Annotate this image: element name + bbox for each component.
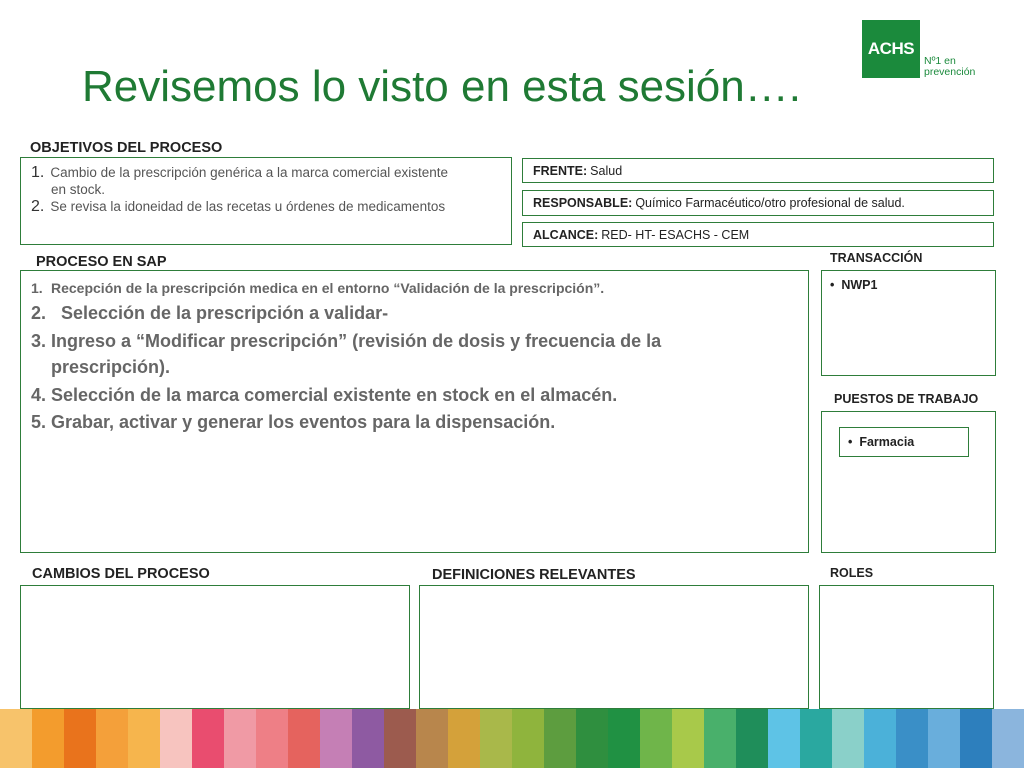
definiciones-box: [419, 585, 809, 709]
frente-field: FRENTE: Salud: [522, 158, 994, 183]
color-stripe: [0, 709, 32, 768]
objetivos-list: [31, 164, 501, 215]
color-stripe: [800, 709, 832, 768]
decorative-color-band: [0, 709, 1024, 768]
puesto-item: • Farmacia: [848, 435, 915, 449]
objetivos-label: OBJETIVOS DEL PROCESO: [30, 140, 223, 156]
sap-step-3-cont: prescripción).: [51, 357, 171, 377]
objetivo-item: 1. Cambio de la prescripción genérica a la marca comercial existente: [31, 164, 449, 181]
color-stripe: [640, 709, 672, 768]
puestos-box: [821, 411, 996, 553]
responsable-field: RESPONSABLE: Químico Farmacéutico/otro profesional de salud.: [522, 190, 994, 216]
color-stripe: [704, 709, 736, 768]
sap-step-1: 1. Recepción de la prescripción medica en el entorno “Validación de la prescripción”.: [31, 280, 605, 296]
proceso-sap-label: PROCESO EN SAP: [36, 254, 167, 270]
color-stripe: [928, 709, 960, 768]
color-stripe: [864, 709, 896, 768]
color-stripe: [576, 709, 608, 768]
sap-step-2: 2. Selección de la prescripción a validar-: [31, 303, 389, 323]
sap-step-4: 4. Selección de la marca comercial existente en stock en el almacén.: [31, 385, 618, 405]
objetivos-box: [20, 157, 512, 245]
roles-box: [819, 585, 994, 709]
cambios-label: CAMBIOS DEL PROCESO: [32, 566, 210, 582]
color-stripe: [384, 709, 416, 768]
color-stripe: [480, 709, 512, 768]
color-stripe: [608, 709, 640, 768]
color-stripe: [32, 709, 64, 768]
color-stripe: [288, 709, 320, 768]
color-stripe: [96, 709, 128, 768]
transaccion-label: TRANSACCIÓN: [830, 251, 923, 265]
objetivo-item: 2. Se revisa la idoneidad de las recetas u órdenes de medicamentos: [31, 198, 446, 215]
color-stripe: [224, 709, 256, 768]
transaccion-item: • NWP1: [830, 278, 878, 292]
color-stripe: [448, 709, 480, 768]
color-stripe: [192, 709, 224, 768]
color-stripe: [896, 709, 928, 768]
objetivo-item-cont: en stock.: [51, 182, 106, 197]
cambios-box: [20, 585, 410, 709]
sap-step-5: 5. Grabar, activar y generar los eventos para la dispensación.: [31, 412, 556, 432]
color-stripe: [832, 709, 864, 768]
color-stripe: [512, 709, 544, 768]
definiciones-label: DEFINICIONES RELEVANTES: [432, 567, 636, 583]
puestos-label: PUESTOS DE TRABAJO: [834, 392, 979, 406]
color-stripe: [544, 709, 576, 768]
puesto-tag: [839, 427, 969, 457]
page-title: Revisemos lo visto en esta sesión….: [82, 62, 801, 111]
color-stripe: [352, 709, 384, 768]
color-stripe: [960, 709, 992, 768]
roles-label: ROLES: [830, 566, 874, 580]
color-stripe: [128, 709, 160, 768]
sap-step-3: 3. Ingreso a “Modificar prescripción” (revisión de dosis y frecuencia de la: [31, 331, 662, 351]
color-stripe: [416, 709, 448, 768]
achs-logo: ACHS: [862, 20, 920, 78]
proceso-sap-box: [20, 270, 809, 553]
logo-tagline: [924, 56, 975, 78]
color-stripe: [256, 709, 288, 768]
alcance-field: ALCANCE: RED- HT- ESACHS - CEM: [522, 222, 994, 247]
color-stripe: [992, 709, 1024, 768]
logo-tagline-line2: prevención: [924, 66, 976, 78]
color-stripe: [672, 709, 704, 768]
color-stripe: [320, 709, 352, 768]
color-stripe: [768, 709, 800, 768]
color-stripe: [64, 709, 96, 768]
color-stripe: [736, 709, 768, 768]
logo-tagline-line1: Nº1 en: [924, 55, 956, 67]
transaccion-box: [821, 270, 996, 376]
color-stripe: [160, 709, 192, 768]
